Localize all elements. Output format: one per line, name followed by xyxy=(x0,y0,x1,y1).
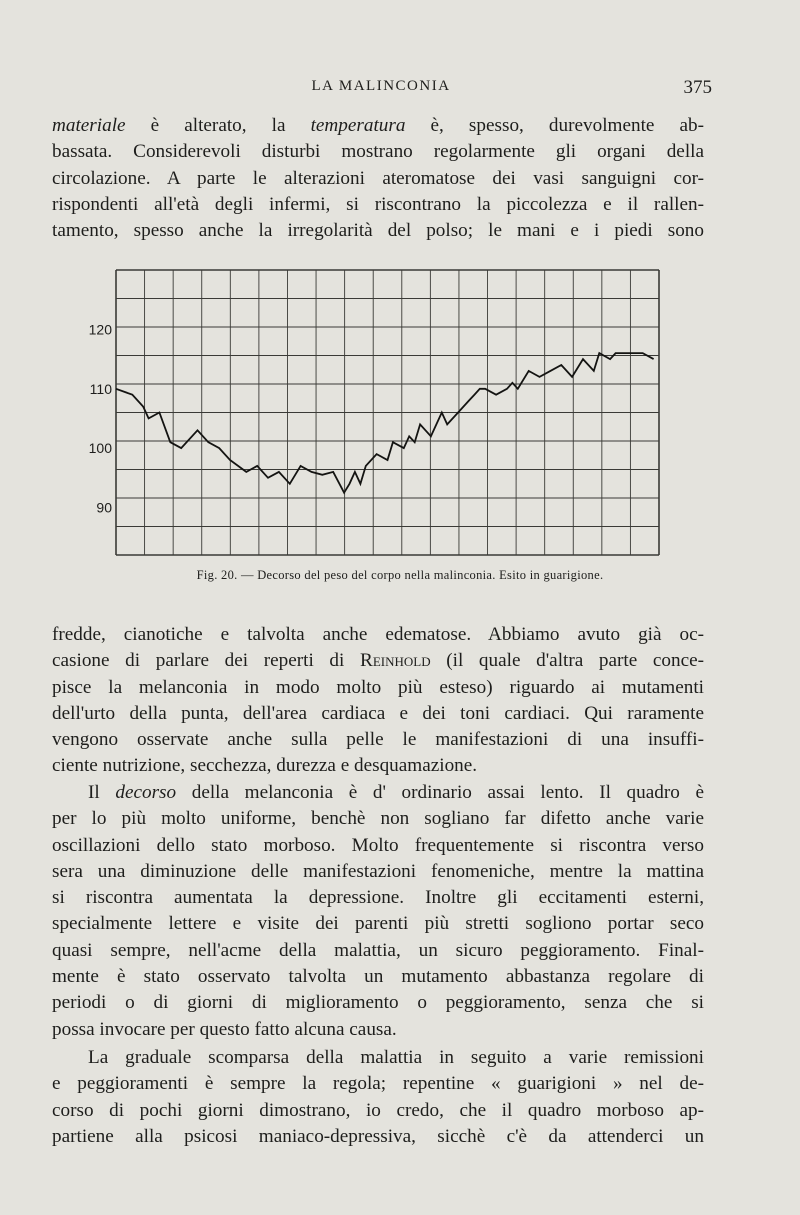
figure-caption: Fig. 20. — Decorso del peso del corpo nella malinconia. Esito in guarigione. xyxy=(196,568,604,582)
italic-term: decorso xyxy=(115,782,177,803)
text-line: dell'urto della punta, dell'area cardiaca e dei toni cardiaci. Qui raramente xyxy=(52,702,704,724)
text-line xyxy=(52,113,704,139)
paragraph-3 xyxy=(52,780,704,1043)
y-tick-label: 120 xyxy=(88,321,112,338)
text-line: bassata. Considerevoli disturbi mostrano regolarmente gli organi della xyxy=(52,141,704,163)
text-line: e peggioramenti è sempre la regola; repentine « guarigioni » nel de- xyxy=(52,1073,704,1095)
text-run: casione di parlare dei reperti di xyxy=(52,650,345,672)
y-tick-label: 90 xyxy=(96,499,112,516)
text-line: quasi sempre, nell'acme della malattia, un sicuro peggioramento. Final- xyxy=(52,939,704,961)
paragraph-1 xyxy=(52,113,704,244)
paragraph-2 xyxy=(52,622,704,780)
text-run: della melanconia è d' ordinario assai lento. Il quadro è xyxy=(176,782,704,803)
y-axis-ticks xyxy=(89,321,113,515)
paragraph-4 xyxy=(52,1045,704,1150)
text-line xyxy=(52,648,704,674)
chart-grid xyxy=(116,270,659,555)
text-run: (il quale d'altra parte conce- xyxy=(446,650,705,672)
text-line: rispondenti all'età degli infermi, si riscontrano la piccolezza e il rallen- xyxy=(52,193,704,215)
text-line: possa invocare per questo fatto alcuna causa. xyxy=(52,1018,397,1040)
text-line: specialmente lettere e visite dei parenti più stretti sogliono portar seco xyxy=(52,913,704,935)
text-line: si riscontra aumentata la depressione. Inoltre gli eccitamenti esterni, xyxy=(52,887,704,909)
italic-term: materiale xyxy=(52,115,126,136)
text-line: oscillazioni dello stato morboso. Molto frequentemente si riscontra verso xyxy=(52,834,704,856)
text-line: mente è stato osservato talvolta un mutamento abbastanza regolare di xyxy=(52,966,704,988)
italic-term: temperatura xyxy=(310,115,406,136)
text-line xyxy=(52,780,704,806)
text-line: periodi o di giorni di miglioramento o peggioramento, senza che si xyxy=(52,992,704,1014)
weight-line-chart xyxy=(76,262,676,562)
text-line: tamento, spesso anche la irregolarità del polso; le mani e i piedi sono xyxy=(52,220,704,242)
text-line: partiene alla psicosi maniaco-depressiva, sicchè c'è da attenderci un xyxy=(52,1125,704,1147)
text-run: è, spesso, durevolmente ab- xyxy=(405,115,704,136)
text-line: corso di pochi giorni dimostrano, io credo, che il quadro morboso ap- xyxy=(52,1099,704,1121)
text-line: pisce la melanconia in modo molto più esteso) riguardo ai mutamenti xyxy=(52,676,704,698)
text-line: per lo più molto uniforme, benchè non sogliano far difetto anche varie xyxy=(52,808,704,830)
text-line: La graduale scomparsa della malattia in seguito a varie remissioni xyxy=(88,1047,704,1068)
text-line: sera una diminuzione delle manifestazioni fenomeniche, mentre la mattina xyxy=(52,860,704,882)
y-tick-label: 110 xyxy=(89,380,112,397)
author-name: Reinhold xyxy=(360,650,431,672)
y-tick-label: 100 xyxy=(88,440,112,457)
text-line: circolazione. A parte le alterazioni ateromatose dei vasi sanguigni cor- xyxy=(52,167,704,189)
text-run: Il xyxy=(88,782,116,803)
running-head xyxy=(52,78,710,102)
figure-weight-chart xyxy=(76,262,676,562)
running-title: LA MALINCONIA xyxy=(311,78,451,94)
text-line: vengono osservate anche sulla pelle le manifestazioni di una insuffi- xyxy=(52,729,704,751)
text-line: fredde, cianotiche e talvolta anche edematose. Abbiamo avuto già oc- xyxy=(52,624,704,645)
text-line: ciente nutrizione, secchezza, durezza e desquamazione. xyxy=(52,755,478,777)
page-number: 375 xyxy=(683,77,712,98)
text-run: è alterato, la xyxy=(125,115,311,136)
